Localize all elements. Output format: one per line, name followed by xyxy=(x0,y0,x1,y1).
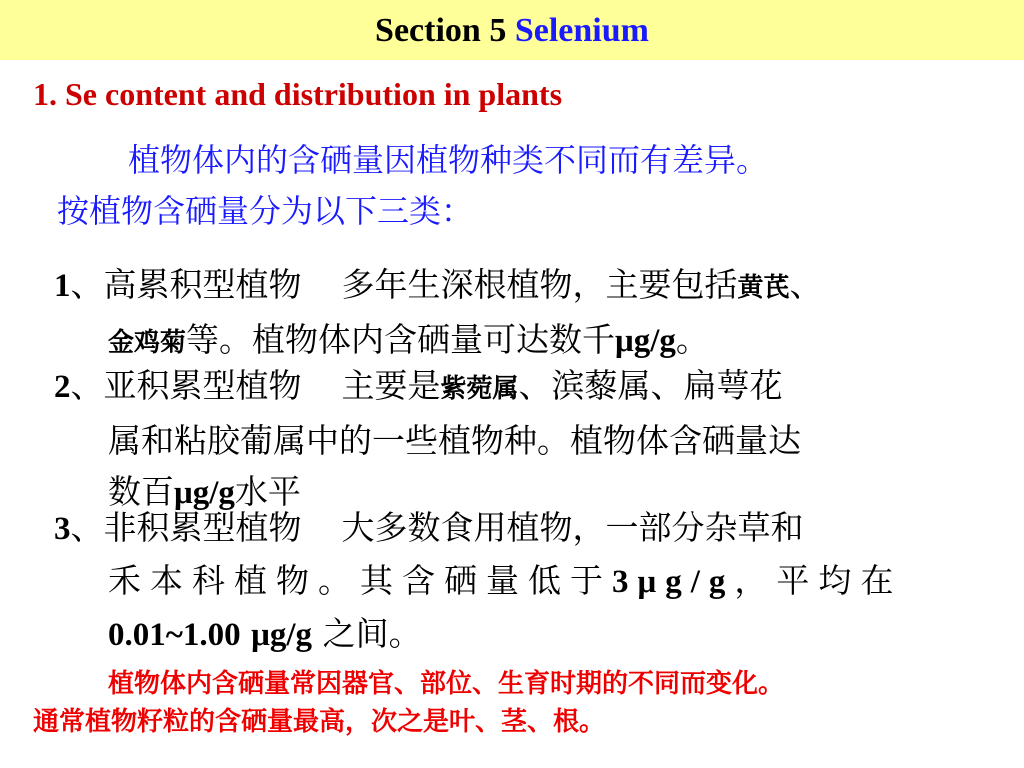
unit: μg/g xyxy=(615,323,676,359)
range-value: 0.01~1.00 xyxy=(108,617,241,653)
item-number: 2 xyxy=(54,369,71,405)
intro-line-2: 按植物含硒量分为以下三类： xyxy=(57,192,474,230)
section-heading: 1. Se content and distribution in plants xyxy=(33,76,563,112)
list-item-sub-accumulator xyxy=(54,360,979,519)
item-description: 。 xyxy=(675,320,709,359)
item-description: 之间。 xyxy=(322,614,422,653)
item-description: 、滨藜属、扁萼花 xyxy=(518,366,783,405)
title-prefix: Section 5 xyxy=(375,12,515,49)
item-description: 属和粘胶葡属中的一些植物种。植物体含硒量达 xyxy=(108,421,801,460)
plant-name: 黄芪 xyxy=(737,273,790,303)
slide-title xyxy=(375,11,649,51)
unit: μg/g xyxy=(174,475,235,511)
item-number: 3 xyxy=(54,511,71,547)
item-line xyxy=(54,415,979,466)
item-line xyxy=(54,360,979,415)
item-description: 主要是 xyxy=(341,366,441,405)
list-item-non-accumulator xyxy=(54,502,979,661)
item-category: 、非积累型植物 xyxy=(70,508,302,547)
item-description: ，平均在 xyxy=(734,561,903,600)
item-description: 等。植物体内含硒量可达数千 xyxy=(186,320,616,359)
plant-name: 金鸡菊 xyxy=(108,328,187,358)
intro-line-1: 植物体内的含硒量因植物种类不同而有差异。 xyxy=(128,141,769,179)
list-item-high-accumulator xyxy=(54,259,979,369)
item-description: 、 xyxy=(789,265,823,304)
note-line-2: 通常植物籽粒的含硒量最高，次之是叶、茎、根。 xyxy=(33,707,606,737)
item-category: 、亚积累型植物 xyxy=(70,366,302,405)
item-line xyxy=(54,259,979,314)
item-description: 数百 xyxy=(108,472,174,511)
item-description: 水平 xyxy=(234,472,301,511)
title-bar xyxy=(0,0,1024,60)
item-description: 大多数食用植物，一部分杂草和 xyxy=(341,508,804,547)
item-category: 、高累积型植物 xyxy=(70,265,302,304)
unit: μg/g xyxy=(637,564,735,600)
item-line xyxy=(54,608,979,661)
item-number: 1 xyxy=(54,268,71,304)
note-line-1: 植物体内含硒量常因器官、部位、生育时期的不同而变化。 xyxy=(108,669,785,699)
title-highlight: Selenium xyxy=(514,12,649,49)
item-description: 禾本科植物。其含硒量低于 xyxy=(108,561,612,600)
plant-name: 紫菀属 xyxy=(440,374,519,404)
item-description: 多年生深根植物，主要包括 xyxy=(341,265,738,304)
unit: μg/g xyxy=(251,617,313,653)
item-line xyxy=(54,555,979,608)
value: 3 xyxy=(612,564,638,600)
item-line xyxy=(54,502,979,555)
